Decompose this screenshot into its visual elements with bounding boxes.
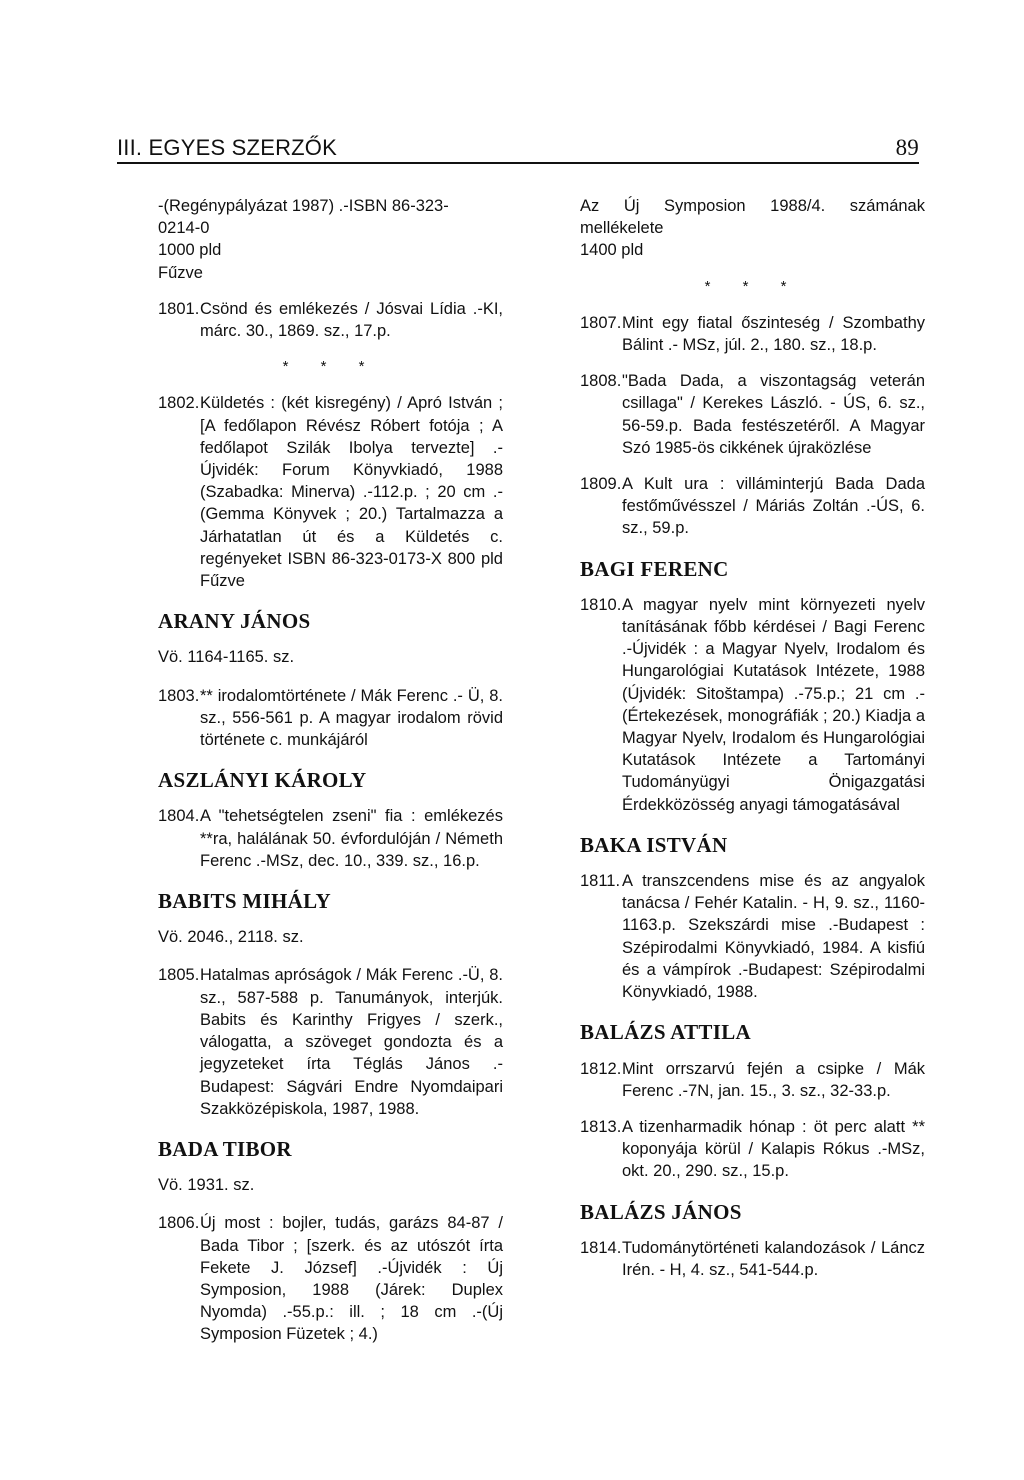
entry-text: ** irodalomtörténete / Mák Ferenc .- Ü, 8. sz., 556-561 p. A magyar irodalom rövid története c. munkájáról bbox=[200, 686, 503, 750]
continuation-line: -(Regénypályázat 1987) .-ISBN 86-323- bbox=[158, 197, 449, 215]
bibliography-entry bbox=[580, 370, 925, 459]
bibliography-entry bbox=[158, 1212, 503, 1345]
entry-text: Csönd és emlékezés / Jósvai Lídia .-KI, márc. 30., 1869. sz., 17.p. bbox=[200, 299, 503, 341]
entry-number: 1806. bbox=[158, 1214, 200, 1233]
continuation-line: 0214-0 bbox=[158, 219, 210, 238]
entry-number: 1814. bbox=[580, 1238, 622, 1257]
entry-number: 1801. bbox=[158, 299, 200, 318]
author-heading: ASZLÁNYI KÁROLY bbox=[158, 768, 367, 793]
page-number: 89 bbox=[895, 135, 919, 160]
entry-number: 1804. bbox=[158, 807, 200, 826]
bibliography-entry bbox=[580, 1237, 925, 1281]
entry-text: Mint egy fiatal őszinteség / Szombathy Bálint .- MSz, júl. 2., 180. sz., 18.p. bbox=[622, 313, 925, 355]
author-heading: BAGI FERENC bbox=[580, 556, 729, 581]
author-heading: BAKA ISTVÁN bbox=[580, 832, 728, 857]
cross-reference: Vö. 1931. sz. bbox=[158, 1176, 255, 1195]
continuation-text bbox=[580, 195, 925, 262]
bibliography-entry bbox=[580, 1058, 925, 1102]
cross-reference: Vö. 2046., 2118. sz. bbox=[158, 928, 304, 947]
author-heading: BALÁZS JÁNOS bbox=[580, 1199, 742, 1224]
header-rule bbox=[117, 162, 919, 164]
right-column bbox=[580, 195, 925, 1295]
entry-number: 1810. bbox=[580, 595, 622, 614]
bibliography-entry bbox=[580, 870, 925, 1003]
entry-number: 1812. bbox=[580, 1059, 622, 1078]
entry-number: 1802. bbox=[158, 394, 200, 413]
cross-reference: Vö. 1164-1165. sz. bbox=[158, 648, 295, 667]
entry-text: Mint orrszarvú fején a csipke / Mák Ferenc .-7N, jan. 15., 3. sz., 32-33.p. bbox=[622, 1059, 925, 1100]
author-heading: BADA TIBOR bbox=[158, 1136, 292, 1161]
entry-text: Küldetés : (két kisregény) / Apró István ; [A fedőlapon Révész Róbert fotója ; A fedőlapot Szilák Ibolya tervezte] .- Újvidék: Forum Könyvkiadó, 1988 (Szabadka: Minerva) .-112.p. ; 20 cm .-(Gemma Könyvek ; 20.) Tartalmazza a Járhatatlan út és a Küldetés c. regényeket ISBN 86-323-0173-X 800 pld Fűzve bbox=[200, 394, 503, 591]
entry-text: A magyar nyelv mint környezeti nyelv tanításának főbb kérdései / Bagi Ferenc .-Újvidék : a Magyar Nyelv, Irodalom és Hungarológiai Kutatások Intézete, 1988 (Újvidék: Sitoštampa) .-75.p.; 21 cm .-(Értekezések, monográfiák ; 20.) Kiadja a Magyar Nyelv, Irodalom és Hungarológiai Kutatások Intézete a Tartományi Tudományügyi Önigazgatási Érdekközösség anyagi támogatásával bbox=[622, 595, 925, 814]
entry-text: A transzcendens mise és az angyalok tanácsa / Fehér Katalin. - H, 9. sz., 1160-1163.p. Szekszárdi mise .-Budapest : Szépirodalmi Könyvkiadó, 1984. A kisfiú és a vámpírok .-Budapest: Szépirodalmi Könyvkiadó, 1988. bbox=[622, 872, 925, 1002]
bibliography-entry bbox=[580, 1116, 925, 1183]
entry-number: 1808. bbox=[580, 372, 622, 391]
bibliography-entry bbox=[580, 473, 925, 540]
continuation-line: Az Új Symposion 1988/4. számának mellékelete bbox=[580, 197, 925, 238]
entry-number: 1811. bbox=[580, 872, 621, 891]
author-heading: BALÁZS ATTILA bbox=[580, 1020, 751, 1045]
continuation-line: Fűzve bbox=[158, 263, 203, 282]
bibliography-entry bbox=[158, 392, 503, 592]
entry-number: 1803. bbox=[158, 686, 200, 705]
entry-text: Új most : bojler, tudás, garázs 84-87 / Bada Tibor ; [szerk. és az utószót írta Fekete J. József] .-Újvidék : Új Symposion, 1988 (Járek: Duplex Nyomda) .-55.p.: ill. ; 18 cm .-(Új Symposion Füzetek ; 4.) bbox=[200, 1214, 503, 1344]
bibliography-entry bbox=[158, 298, 503, 342]
entry-text: A "tehetségtelen zseni" fia : emlékezés **ra, halálának 50. évfordulóján / Németh Ferenc .-MSz, dec. 10., 339. sz., 16.p. bbox=[200, 807, 503, 870]
bibliography-entry bbox=[158, 805, 503, 872]
bibliography-entry bbox=[158, 685, 503, 752]
entry-text: A Kult ura : villáminterjú Bada Dada festőművésszel / Máriás Zoltán .-ÚS, 6. sz., 59.p. bbox=[622, 475, 925, 538]
continuation-line: 1000 pld bbox=[158, 241, 222, 260]
entry-text: Hatalmas apróságok / Mák Ferenc .-Ü, 8. sz., 587-588 p. Tanumányok, interjúk. Babits és Karinthy Frigyes / szerk., válogatta, a szöveget gondozta és a jegyzeteket írta Téglás János .-Budapest: Ságvári Endre Nyomdaipari Szakközépiskola, 1987, 1988. bbox=[200, 966, 503, 1118]
entry-number: 1809. bbox=[580, 475, 622, 494]
continuation-text bbox=[158, 195, 503, 284]
entry-number: 1813. bbox=[580, 1117, 622, 1136]
author-heading: BABITS MIHÁLY bbox=[158, 889, 331, 914]
entry-text: Tudománytörténeti kalandozások / Láncz Irén. - H, 4. sz., 541-544.p. bbox=[622, 1238, 925, 1279]
section-separator: * * * bbox=[282, 358, 379, 376]
bibliography-entry bbox=[580, 312, 925, 356]
entry-number: 1805. bbox=[158, 966, 200, 985]
entry-number: 1807. bbox=[580, 313, 622, 332]
section-separator: * * * bbox=[704, 277, 801, 295]
running-head bbox=[117, 125, 919, 161]
bibliography-entry bbox=[158, 964, 503, 1119]
bibliography-entry bbox=[580, 594, 925, 816]
left-column bbox=[158, 195, 503, 1360]
entry-text: A tizenharmadik hónap : öt perc alatt ** koponyája körül / Kalapis Rókus .-MSz, okt. 20., 290. sz., 15.p. bbox=[622, 1117, 925, 1181]
entry-text: "Bada Dada, a viszontagság veterán csillaga" / Kerekes László. - ÚS, 6. sz., 56-59.p. Bada festészetéről. A Magyar Szó 1985-ös cikkének újraközlése bbox=[622, 372, 925, 457]
continuation-line: 1400 pld bbox=[580, 241, 644, 260]
chapter-title: III. EGYES SZERZŐK bbox=[117, 135, 337, 160]
author-heading: ARANY JÁNOS bbox=[158, 609, 311, 634]
